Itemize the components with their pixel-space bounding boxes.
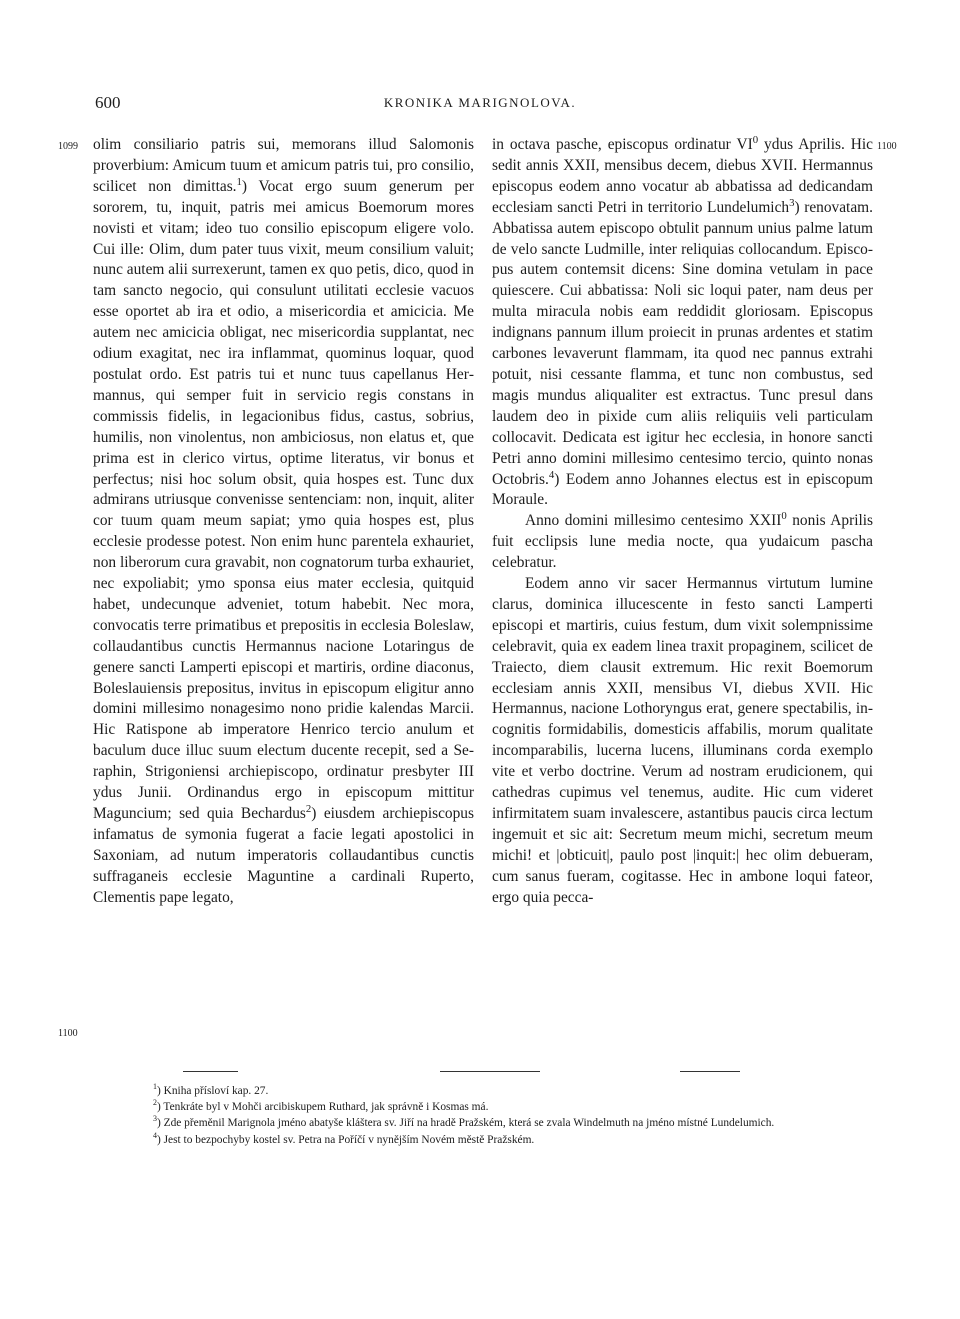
footnote-2 bbox=[93, 1099, 873, 1115]
ordinal-sup: 0 bbox=[781, 510, 787, 523]
footnote-text: ) Zde přeměnil Marignola jméno abatyše kláštera sv. Jiří na hradě Pražském, která se zvala Windelmuth na jméno místné Lundelumich. bbox=[156, 1117, 775, 1130]
footnote-4 bbox=[93, 1132, 873, 1148]
footnote-3 bbox=[93, 1115, 873, 1131]
footnote-separator-left bbox=[183, 1071, 238, 1072]
footnote-text: ) Tenkráte byl v Mohči arcibiskupem Ruthard, jak správně i Kosmas má. bbox=[156, 1101, 489, 1114]
left-text-segment: olim consiliario patris sui, memorans illud Salomonis proverbium: Amicum tuum et amicum patris tui, pro consilio, scilicet non dimittas. bbox=[93, 136, 474, 195]
footnotes bbox=[93, 1083, 873, 1148]
right-text-segment: nonis Aprilis fuit ecclipsis lune media nocte, qua yudaicum pascha celebratur. bbox=[492, 512, 874, 572]
right-paragraph-1 bbox=[492, 135, 873, 511]
footnote-ref-1: 1 bbox=[236, 175, 242, 188]
right-text-column bbox=[492, 135, 873, 909]
footnote-1 bbox=[93, 1083, 873, 1099]
right-paragraph-3: Eodem anno vir sacer Hermannus virtutum lumine clarus, dominica illucescente in festo sancti Lamperti episcopi et martiris, cuius festum, dum vixit solempnissime celebravit, quia ex eadem linea traxit propaginem, scilicet de Traiecto, diem clausit extremum. Hic rexit Boemorum ecclesiam annis XXII, mensibus VI, diebus XVII. Hic Hermannus, nacione Lothoryngus erat, genere spectabilis, incognitis formidabilis, domesticis affabilis, morum qualitate incomparabilis, lucerna lucens, illuminans corda exemplo vite et verbo doctrine. Verum ad nostram erudicionem, qui cathedras cupimus vel tenemus, audite. Hic cum videret infirmitatem suam invalescere, astantibus paucis circa lectum ingemuit et sic ait: Secretum meum michi, secretum meum michi! et |obticuit|, paulo post |inquit:| hec olim debueram, cum sanus fueram, cogitasse. Hec in ambone loqui fateor, ergo quia pecca- bbox=[492, 575, 873, 906]
running-title: KRONIKA MARIGNOLOVA. bbox=[383, 95, 577, 110]
right-text-segment: ydus Aprilis. Hic sedit annis XXII, mensibus decem, diebus XVII. Hermannus episcopus eodem anno vocatur ab abbatissa ad dedicandam ecclesiam sancti Petri in territorio Lundelumich bbox=[492, 136, 874, 216]
footnote-mark: 4 bbox=[153, 1130, 157, 1140]
footnote-text: ) Kniha přísloví kap. 27. bbox=[156, 1085, 269, 1097]
ordinal-sup: 0 bbox=[752, 133, 759, 146]
footnote-separator-center bbox=[440, 1071, 540, 1072]
footnote-separator-right bbox=[680, 1071, 740, 1072]
left-paragraph bbox=[93, 135, 474, 909]
right-text-segment: in octava pasche, episcopus ordinatur VI bbox=[492, 136, 753, 153]
margin-year-left-top: 1099 bbox=[58, 141, 78, 152]
margin-year-right-top: 1100 bbox=[877, 141, 897, 152]
right-text-segment: Anno domini millesimo centesimo XXII bbox=[525, 512, 782, 530]
footnote-mark: 3 bbox=[153, 1114, 157, 1124]
page-number: 600 bbox=[95, 93, 121, 112]
footnote-ref-2: 2 bbox=[305, 802, 312, 815]
right-text-segment: ) Eodem anno Johannes electus est in episcopum Moraule. bbox=[492, 470, 873, 509]
left-text-column bbox=[93, 135, 474, 909]
left-text-segment: ) Vocat ergo suum generum per sororem, tu, inquit, patris mei amicus Boemorum mores novisti et vitam; ideo tuo consilio episcopum eligere volo. Cui ille: Olim, dum pater tuus vixit, meum consilium valuit; nunc autem alii surrexerunt, tamen ex quo petis, dico, quod in tam sancto negocio, qui consulunt utilitati ecclesie vacuos esse oportet ab ira et odio, a misericordia et amicicia. Me autem nec amicicia obligat, nec misericordia supplantat, nec odium exagitat, nec ira inflammat, quominus loquar, quod postulat ordo. Est patris tui et nunc tuus capellanus Hermannus, qui semper fuit in servicio regis constans in commissis fidelis, in legacionibus fidus, castus, sobrius, humilis, non vinolentus, non ambiciosus, non elatus et, que prima est in clerico virtus, optime literatus, vir bonus et perfectus; nisi hoc solum obsit, quia hospes est. Tunc dux admirans utriusque convenisse sentenciam: non, inquit, aliter cor tuum quam meum sapiat; ymo quia hospes est, plus ecclesie prodesse potest. Non enim hunc parentela exhauriet, non liberorum cura gravabit, non cognatorum turba exhauriet, nec expoliabit; ymo sponsa eius mater ecclesia, quitquid habet, undecunque adveniet, totum habebit. Nec mora, convocatis terre primatibus et prepositis in ecclesia Boleslaw, collaudantibus cunctis Hermannus nacione Lotaringus de genere sancti Lamperti episcopi et martiris, ordine diaconus, Boleslauiensis prepositus, invitus in episcopum eligitur anno domini millesimo nonagesimo nono pridie kalendas Marcii. Hic Ratispone ab imperatore Henrico tercio anulum et baculum duce illuc suum electum ducente recepit, sed a Seraphin, Strigoniensi archiepiscopo, ordinatur presbyter III ydus Junii. Ordinandus ergo in episcopum mittitur Maguncium; sed quia Bechardus bbox=[93, 177, 474, 822]
footnote-mark: 2 bbox=[153, 1098, 157, 1108]
left-text-segment: ) eiusdem archiepiscopus infamatus de symonia fugerat a facie legati apostolici in Saxoniam, ad nutum imperatoris collaudantibus cunctis suffraganeis ecclesie Maguntine a cardinali Ruperto, Clementis pape legato, bbox=[93, 805, 474, 906]
margin-year-left-bottom: 1100 bbox=[58, 1028, 78, 1039]
footnote-text: ) Jest to bezpochyby kostel sv. Petra na Poříčí v nynějším Novém městě Pražském. bbox=[156, 1133, 535, 1146]
footnote-ref-3: 3 bbox=[789, 196, 795, 209]
right-paragraph-2 bbox=[492, 511, 873, 574]
right-text-segment: ) renovatam. Abbatissa autem episcopo obtulit pannum unius palme latum de velo sancte Ludmille, inter reliquias collocandum. Episcopus autem contemsit dicens: Sine domina vetulam in pace quiescere. Cui abbatissa: Noli sic loqui pater, nam deus per multa miracula nobis eam reddidit gloriosam. Episcopus indignans pannum illum proiecit in prunas ardentes et statim carbones levaverunt flammam, ita quod nec pannus extrahi potuit, nisi cessante flamma, et tunc non combustus, sed magis mundus aliqualiter est extractus. Tunc presul dans laudem deo in pixide cum aliis reliquiis veli particulam collocavit. Dedicata est igitur hec ecclesia, in honore sancti Petri anno domini millesimo centesimo tercio, quinto nonas Octobris. bbox=[492, 198, 873, 488]
footnote-mark: 1 bbox=[153, 1082, 157, 1092]
footnote-ref-4: 4 bbox=[548, 468, 555, 481]
